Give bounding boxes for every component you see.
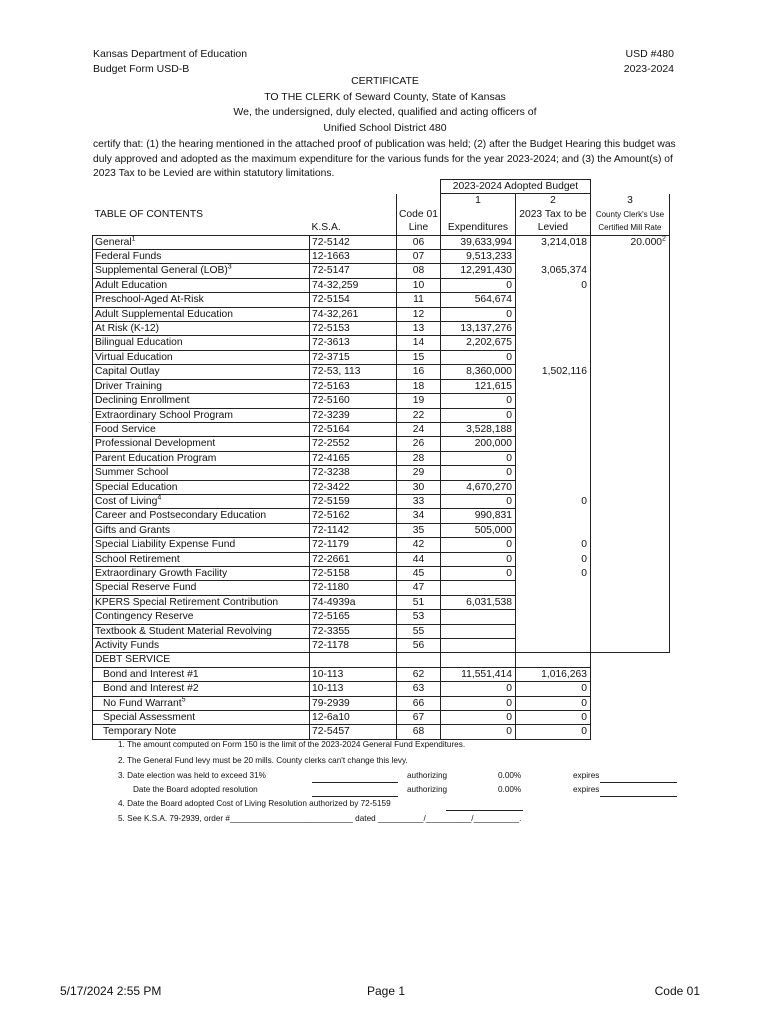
tax-levied-cell	[515, 610, 590, 624]
budget-table	[92, 179, 670, 740]
ksa-cell	[310, 653, 397, 667]
code-cell: 15	[397, 350, 441, 364]
ksa-cell: 72-5163	[310, 379, 397, 393]
code-cell: 35	[397, 523, 441, 537]
tax-levied-cell	[515, 639, 590, 653]
fund-name: Food Service	[93, 422, 310, 436]
fund-name: Temporary Note	[93, 725, 310, 739]
expenditures-cell: 0	[440, 408, 515, 422]
table-row	[93, 610, 670, 624]
fund-name: Bond and Interest #1	[93, 667, 310, 681]
expenditures-cell: 9,513,233	[440, 250, 515, 264]
tax-levied-cell: 0	[515, 696, 590, 710]
table-row	[93, 250, 670, 264]
code-cell: 56	[397, 639, 441, 653]
expenditures-cell: 0	[440, 307, 515, 321]
code-header-a: Code 01	[399, 208, 438, 220]
fund-name: School Retirement	[93, 552, 310, 566]
fund-name: KPERS Special Retirement Contribution	[93, 595, 310, 609]
tax-levied-cell	[515, 379, 590, 393]
code-cell: 24	[397, 422, 441, 436]
expenditures-cell: 0	[440, 350, 515, 364]
code-cell: 06	[397, 235, 441, 249]
tax-levied-cell	[515, 466, 590, 480]
ksa-cell: 72-5164	[310, 422, 397, 436]
ksa-cell: 72-1180	[310, 581, 397, 595]
adopted-budget-header: 2023-2024 Adopted Budget	[440, 180, 590, 194]
expenditures-cell: 12,291,430	[440, 264, 515, 278]
tax-levied-cell: 0	[515, 711, 590, 725]
mill-rate-cell	[590, 552, 669, 566]
fund-name: Career and Postsecondary Education	[93, 509, 310, 523]
fund-name: Textbook & Student Material Revolving	[93, 624, 310, 638]
table-row	[93, 466, 670, 480]
mill-rate-cell	[590, 494, 669, 508]
footer-code: Code 01	[654, 984, 700, 998]
code-cell: 07	[397, 250, 441, 264]
expenditures-cell: 990,831	[440, 509, 515, 523]
ksa-cell: 10-113	[310, 682, 397, 696]
fund-name: Declining Enrollment	[93, 394, 310, 408]
fund-name: At Risk (K-12)	[93, 322, 310, 336]
table-row	[93, 711, 670, 725]
ksa-cell: 72-3355	[310, 624, 397, 638]
tax-levied-cell	[515, 336, 590, 350]
ksa-cell: 72-2661	[310, 552, 397, 566]
fund-name: Special Reserve Fund	[93, 581, 310, 595]
expenditures-cell: 0	[440, 466, 515, 480]
ksa-cell: 72-5153	[310, 322, 397, 336]
mill-header-a: County Clerk's Use	[590, 208, 669, 221]
note-3-pct-1: 0.00%	[498, 771, 522, 780]
table-row	[93, 235, 670, 249]
table-row	[93, 523, 670, 537]
code-header-b: Line	[408, 222, 429, 234]
ksa-cell: 12-6a10	[310, 711, 397, 725]
mill-rate-cell	[590, 379, 669, 393]
mill-rate-cell	[590, 523, 669, 537]
code-cell: 42	[397, 538, 441, 552]
toc-heading: TABLE OF CONTENTS	[94, 208, 204, 220]
ksa-cell: 72-3715	[310, 350, 397, 364]
expenditures-cell: 2,202,675	[440, 336, 515, 350]
col-number-2: 2	[515, 194, 590, 208]
code-cell: 22	[397, 408, 441, 422]
expenditures-cell: 6,031,538	[440, 595, 515, 609]
ksa-cell: 74-32,259	[310, 278, 397, 292]
fund-name: Parent Education Program	[93, 451, 310, 465]
code-cell: 10	[397, 278, 441, 292]
tax-levied-cell	[515, 624, 590, 638]
tax-levied-cell	[515, 322, 590, 336]
mill-rate-cell	[590, 278, 669, 292]
ksa-header: K.S.A.	[310, 221, 397, 235]
expenditures-cell: 0	[440, 682, 515, 696]
ksa-cell: 72-5142	[310, 235, 397, 249]
code-cell: 45	[397, 566, 441, 580]
code-cell: 14	[397, 336, 441, 350]
code-cell: 18	[397, 379, 441, 393]
tax-levied-cell: 3,214,018	[515, 235, 590, 249]
ksa-cell: 72-5160	[310, 394, 397, 408]
fund-name: Extraordinary Growth Facility	[93, 566, 310, 580]
agency-name: Kansas Department of Education	[93, 48, 248, 60]
ksa-cell: 72-5457	[310, 725, 397, 739]
code-cell: 55	[397, 624, 441, 638]
ksa-cell: 74-4939a	[310, 595, 397, 609]
note-5: 5. See K.S.A. 79-2939, order #___________________________ dated __________/__________/__________.	[118, 814, 522, 823]
mill-rate-cell	[590, 595, 669, 609]
code-cell: 44	[397, 552, 441, 566]
mill-rate-cell	[590, 437, 669, 451]
ksa-cell: 72-3613	[310, 336, 397, 350]
fund-name: Special Education	[93, 480, 310, 494]
fund-name: Cost of Living$^4$	[93, 494, 310, 508]
tax-levied-cell: 0	[515, 566, 590, 580]
table-row	[93, 451, 670, 465]
fund-name: Gifts and Grants	[93, 523, 310, 537]
fund-name: Capital Outlay	[93, 365, 310, 379]
blank-cell	[590, 682, 669, 696]
tax-levied-cell	[515, 523, 590, 537]
code-cell: 11	[397, 293, 441, 307]
table-row	[93, 509, 670, 523]
note-3: 3. Date election was held to exceed 31%	[118, 771, 266, 780]
ksa-cell: 72-1142	[310, 523, 397, 537]
exp-header: Expenditures	[440, 221, 515, 235]
code-cell: 19	[397, 394, 441, 408]
mill-rate-cell	[590, 365, 669, 379]
tax-levied-cell	[515, 250, 590, 264]
table-row	[93, 394, 670, 408]
expenditures-cell: 505,000	[440, 523, 515, 537]
tax-levied-cell: 0	[515, 494, 590, 508]
expenditures-cell: 11,551,414	[440, 667, 515, 681]
col-number-3: 3	[590, 194, 669, 208]
table-row	[93, 336, 670, 350]
tax-levied-cell	[515, 307, 590, 321]
table-row	[93, 696, 670, 710]
tax-levied-cell: 1,502,116	[515, 365, 590, 379]
fund-name: Virtual Education	[93, 350, 310, 364]
footer-page: Page 1	[367, 984, 406, 998]
mill-rate-cell	[590, 480, 669, 494]
table-row	[93, 667, 670, 681]
tax-levied-cell: 0	[515, 278, 590, 292]
note-3-expires-1: expires	[573, 771, 600, 780]
note-3-authorizing-1: authorizing	[407, 771, 448, 780]
ksa-cell: 12-1663	[310, 250, 397, 264]
fund-name: No Fund Warrant$^5$	[93, 696, 310, 710]
expenditures-cell: 4,670,270	[440, 480, 515, 494]
expenditures-cell	[440, 610, 515, 624]
mill-rate-cell: 20.000$^2$	[590, 235, 669, 249]
table-row	[93, 307, 670, 321]
footnote-marker: 4	[157, 494, 162, 502]
mill-header-b: Certified Mill Rate	[590, 221, 669, 235]
footnote-marker: 3	[227, 264, 232, 272]
footnote-marker: 2	[662, 235, 666, 243]
ksa-cell: 72-5159	[310, 494, 397, 508]
table-row	[93, 538, 670, 552]
expenditures-cell: 0	[440, 552, 515, 566]
mill-rate-cell	[590, 293, 669, 307]
expenditures-cell: 8,360,000	[440, 365, 515, 379]
fund-name: Supplemental General (LOB)$^3$	[93, 264, 310, 278]
code-cell: 33	[397, 494, 441, 508]
fund-name: Adult Supplemental Education	[93, 307, 310, 321]
mill-rate-cell	[590, 422, 669, 436]
certificate-line-1: TO THE CLERK of Seward County, State of Kansas	[264, 91, 506, 103]
table-row	[93, 494, 670, 508]
ksa-cell: 72-3422	[310, 480, 397, 494]
table-row	[93, 278, 670, 292]
form-name: Budget Form USD-B	[93, 63, 190, 75]
code-cell: 28	[397, 451, 441, 465]
footnote-marker: 1	[131, 235, 136, 243]
expenditures-cell: 0	[440, 451, 515, 465]
code-cell: 12	[397, 307, 441, 321]
ksa-cell: 72-5158	[310, 566, 397, 580]
fund-name: Driver Training	[93, 379, 310, 393]
code-cell: 26	[397, 437, 441, 451]
fund-name: Preschool-Aged At-Risk	[93, 293, 310, 307]
fund-name: Bond and Interest #2	[93, 682, 310, 696]
tax-levied-cell	[515, 581, 590, 595]
mill-rate-cell	[590, 466, 669, 480]
fund-name: Special Liability Expense Fund	[93, 538, 310, 552]
tax-levied-cell: 1,016,263	[515, 667, 590, 681]
note-2: 2. The General Fund levy must be 20 mills. County clerks can't change this levy.	[118, 756, 408, 765]
ksa-cell: 74-32,261	[310, 307, 397, 321]
table-row	[93, 581, 670, 595]
mill-rate-cell	[590, 350, 669, 364]
code-cell: 51	[397, 595, 441, 609]
expenditures-cell: 0	[440, 394, 515, 408]
fund-name: Federal Funds	[93, 250, 310, 264]
mill-rate-cell	[590, 250, 669, 264]
note-3-authorizing-2: authorizing	[407, 785, 448, 794]
fund-name: Adult Education	[93, 278, 310, 292]
expenditures-cell: 0	[440, 725, 515, 739]
expenditures-cell: 0	[440, 696, 515, 710]
expenditures-cell: 564,674	[440, 293, 515, 307]
expenditures-cell: 13,137,276	[440, 322, 515, 336]
table-row	[93, 437, 670, 451]
table-row	[93, 365, 670, 379]
ksa-cell: 72-2552	[310, 437, 397, 451]
tax-levied-cell	[515, 509, 590, 523]
tax-levied-cell: 0	[515, 725, 590, 739]
blank-cell	[590, 711, 669, 725]
ksa-cell: 72-3238	[310, 466, 397, 480]
tax-levied-cell	[515, 293, 590, 307]
note-1: 1. The amount computed on Form 150 is the limit of the 2023-2024 General Fund Expenditures.	[118, 740, 466, 749]
table-row	[93, 725, 670, 739]
district-id: USD #480	[625, 48, 674, 60]
tax-header-a: 2023 Tax to be	[515, 208, 590, 221]
fund-name: Professional Development	[93, 437, 310, 451]
table-row	[93, 595, 670, 609]
ksa-cell: 79-2939	[310, 696, 397, 710]
table-row	[93, 350, 670, 364]
debt-service-heading: DEBT SERVICE	[93, 653, 310, 667]
ksa-cell: 72-5165	[310, 610, 397, 624]
ksa-cell: 72-4165	[310, 451, 397, 465]
mill-rate-cell	[590, 322, 669, 336]
tax-levied-cell: 0	[515, 682, 590, 696]
mill-rate-cell	[590, 639, 669, 653]
expenditures-cell: 39,633,994	[440, 235, 515, 249]
mill-rate-cell	[590, 581, 669, 595]
mill-rate-cell	[590, 307, 669, 321]
tax-levied-cell	[515, 394, 590, 408]
ksa-cell: 72-53, 113	[310, 365, 397, 379]
mill-rate-cell	[590, 336, 669, 350]
blank-cell	[590, 725, 669, 739]
expenditures-cell: 200,000	[440, 437, 515, 451]
expenditures-cell: 0	[440, 494, 515, 508]
mill-rate-cell	[590, 538, 669, 552]
tax-levied-cell	[515, 653, 590, 667]
code-cell: 66	[397, 696, 441, 710]
blank-cell	[590, 653, 669, 667]
mill-rate-cell	[590, 610, 669, 624]
code-cell: 68	[397, 725, 441, 739]
ksa-cell: 72-5147	[310, 264, 397, 278]
certify-paragraph: certify that: (1) the hearing mentioned in the attached proof of publication was held; (2) after the Budget Hearing this budget was duly approved and adopted as the maximum expenditure for the various funds for the year 2023-2024; and (3) the Amount(s) of 2023 Tax to be Levied are within statutory limitations.	[93, 139, 676, 179]
table-row	[93, 552, 670, 566]
tax-header-b: Levied	[515, 221, 590, 235]
code-cell: 30	[397, 480, 441, 494]
table-row	[93, 624, 670, 638]
note-3-expires-2: expires	[573, 785, 600, 794]
mill-rate-cell	[590, 509, 669, 523]
expenditures-cell: 0	[440, 538, 515, 552]
table-row	[93, 322, 670, 336]
code-cell: 63	[397, 682, 441, 696]
tax-levied-cell: 0	[515, 552, 590, 566]
mill-rate-cell	[590, 394, 669, 408]
tax-levied-cell: 3,065,374	[515, 264, 590, 278]
code-cell: 34	[397, 509, 441, 523]
mill-rate-cell	[590, 566, 669, 580]
ksa-cell: 72-5154	[310, 293, 397, 307]
table-row	[93, 566, 670, 580]
code-cell: 53	[397, 610, 441, 624]
tax-levied-cell	[515, 451, 590, 465]
mill-rate-cell	[590, 624, 669, 638]
footnote-marker: 5	[181, 696, 186, 704]
budget-year: 2023-2024	[623, 63, 674, 75]
table-row	[93, 379, 670, 393]
code-cell: 62	[397, 667, 441, 681]
code-cell: 16	[397, 365, 441, 379]
table-row	[93, 639, 670, 653]
table-row	[93, 264, 670, 278]
table-row	[93, 422, 670, 436]
fund-name: Contingency Reserve	[93, 610, 310, 624]
expenditures-cell	[440, 624, 515, 638]
table-row	[93, 480, 670, 494]
mill-rate-cell	[590, 264, 669, 278]
tax-levied-cell	[515, 595, 590, 609]
tax-levied-cell	[515, 437, 590, 451]
expenditures-cell	[440, 581, 515, 595]
ksa-cell: 72-1179	[310, 538, 397, 552]
expenditures-cell: 121,615	[440, 379, 515, 393]
tax-levied-cell	[515, 408, 590, 422]
expenditures-cell: 0	[440, 278, 515, 292]
fund-name: Bilingual Education	[93, 336, 310, 350]
tax-levied-cell	[515, 480, 590, 494]
expenditures-cell	[440, 639, 515, 653]
tax-levied-cell	[515, 350, 590, 364]
code-cell: 67	[397, 711, 441, 725]
ksa-cell: 72-1178	[310, 639, 397, 653]
tax-levied-cell: 0	[515, 538, 590, 552]
certificate-line-3: Unified School District 480	[323, 122, 447, 134]
ksa-cell: 72-3239	[310, 408, 397, 422]
tax-levied-cell	[515, 422, 590, 436]
table-row	[93, 293, 670, 307]
table-row	[93, 653, 670, 667]
table-row	[93, 408, 670, 422]
blank-cell	[590, 696, 669, 710]
code-cell: 08	[397, 264, 441, 278]
code-cell: 13	[397, 322, 441, 336]
col-number-1: 1	[440, 194, 515, 208]
code-cell: 29	[397, 466, 441, 480]
table-row	[93, 682, 670, 696]
expenditures-cell: 0	[440, 711, 515, 725]
ksa-cell: 72-5162	[310, 509, 397, 523]
note-4: 4. Date the Board adopted Cost of Living Resolution authorized by 72-5159	[118, 799, 391, 808]
certificate-line-2: We, the undersigned, duly elected, qualified and acting officers of	[233, 106, 537, 118]
code-cell: 47	[397, 581, 441, 595]
fund-name: Summer School	[93, 466, 310, 480]
note-3b: Date the Board adopted resolution	[133, 785, 258, 794]
expenditures-cell	[440, 653, 515, 667]
mill-rate-cell	[590, 451, 669, 465]
certificate-title: CERTIFICATE	[351, 75, 419, 87]
fund-name: Activity Funds	[93, 639, 310, 653]
fund-name: General$^1$	[93, 235, 310, 249]
expenditures-cell: 0	[440, 566, 515, 580]
note-3-pct-2: 0.00%	[498, 785, 522, 794]
code-cell	[397, 653, 441, 667]
ksa-cell: 10-113	[310, 667, 397, 681]
footer-timestamp: 5/17/2024 2:55 PM	[60, 984, 162, 998]
blank-cell	[590, 667, 669, 681]
fund-name: Special Assessment	[93, 711, 310, 725]
expenditures-cell: 3,528,188	[440, 422, 515, 436]
fund-name: Extraordinary School Program	[93, 408, 310, 422]
mill-rate-cell	[590, 408, 669, 422]
